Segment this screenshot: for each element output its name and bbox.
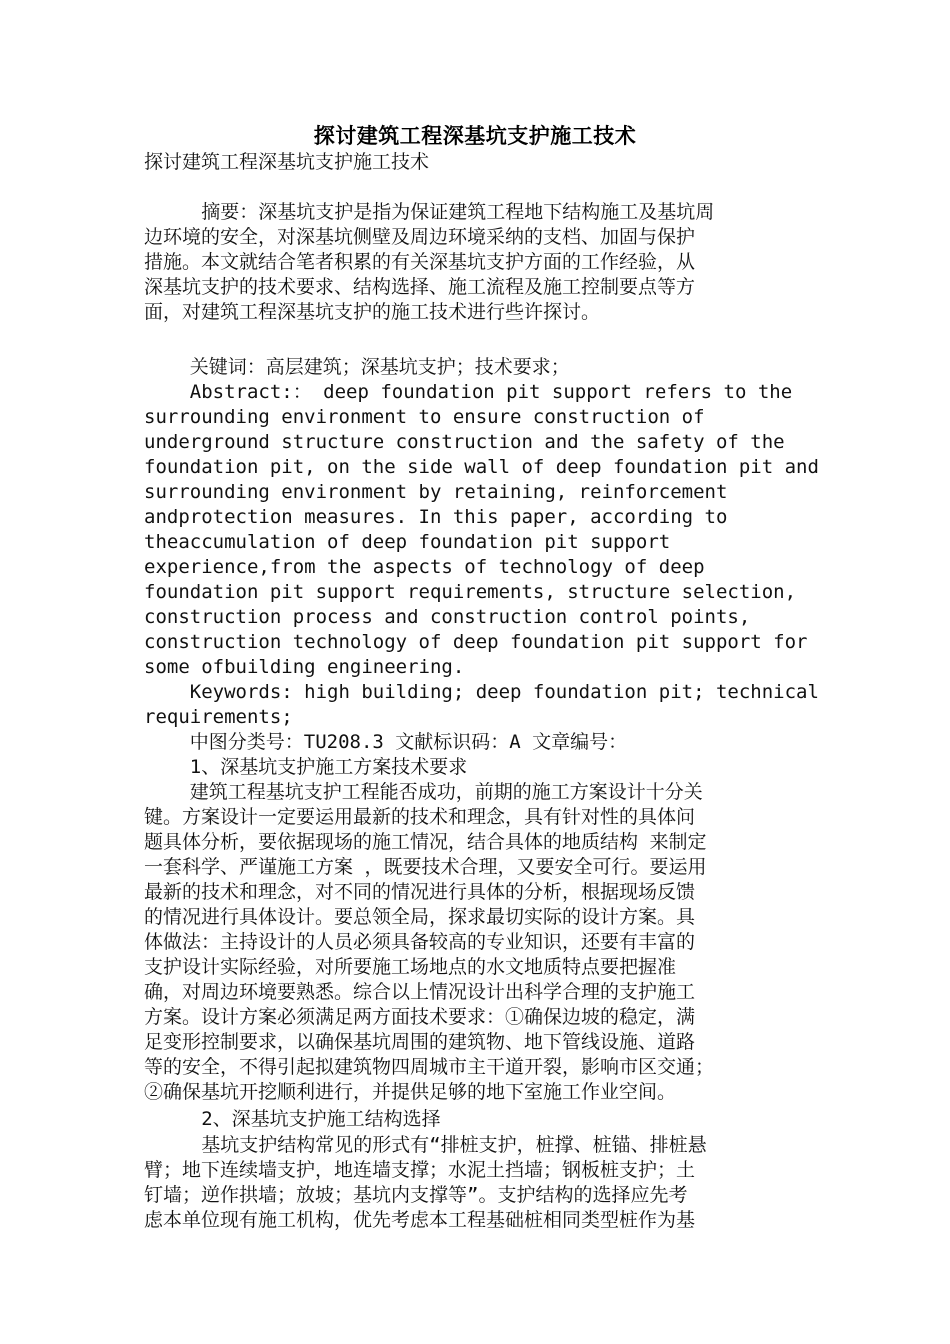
body-line: 面，对建筑工程深基坑支护的施工技术进行些许探讨。 (144, 301, 601, 323)
body-line: experience,from the aspects of technology of deep (144, 556, 705, 578)
body-line: 2、深基坑支护施工结构选择 (144, 1108, 441, 1130)
body-line: 中图分类号：TU208.3 文献标识码：A 文章编号： (144, 731, 628, 753)
body-line: 的情况进行具体设计。要总领全局，探求最切实际的设计方案。具 (144, 906, 696, 928)
body-line: Abstract:： deep foundation pit support refers to the (144, 381, 793, 403)
body-line: 边环境的安全，对深基坑侧壁及周边环境采纳的支档、加固与保护 (144, 226, 696, 248)
body-line: 建筑工程基坑支护工程能否成功，前期的施工方案设计十分关 (144, 781, 703, 803)
body-line: 方案。设计方案必须满足两方面技术要求：①确保边坡的稳定，满 (144, 1006, 696, 1028)
body-line: 一套科学、严谨施工方案 ，既要技术合理，又要安全可行。要运用 (144, 856, 707, 878)
body-line: construction process and construction control points, (144, 606, 751, 628)
body-line: 摘要：深基坑支护是指为保证建筑工程地下结构施工及基坑周 (144, 201, 715, 223)
body-line: ②确保基坑开挖顺利进行，并提供足够的地下室施工作业空间。 (144, 1081, 677, 1103)
body-line: 键。方案设计一定要运用最新的技术和理念，具有针对性的具体问 (144, 806, 696, 828)
body-line: 关键词：高层建筑；深基坑支护；技术要求； (144, 356, 570, 378)
body-line: Keywords: high building; deep foundation pit; technical (144, 681, 819, 703)
body-line: 等的安全，不得引起拟建筑物四周城市主干道开裂，影响市区交通； (144, 1056, 715, 1078)
body-line: 臂；地下连续墙支护，地连墙支撑；水泥土挡墙；钢板桩支护；土 (144, 1159, 696, 1181)
body-line: 措施。本文就结合笔者积累的有关深基坑支护方面的工作经验，从 (144, 251, 696, 273)
body-line: surrounding environment by retaining, reinforcement (144, 481, 728, 503)
body-line: 题具体分析，要依据现场的施工情况，结合具体的地质结构 来制定 (144, 831, 707, 853)
body-line: 深基坑支护的技术要求、结构选择、施工流程及施工控制要点等方 (144, 276, 696, 298)
body-line: 虑本单位现有施工机构，优先考虑本工程基础桩相同类型桩作为基 (144, 1209, 696, 1231)
body-line: 钉墙；逆作拱墙；放坡；基坑内支撑等”。支护结构的选择应先考 (144, 1184, 688, 1206)
body-line: 确，对周边环境要熟悉。综合以上情况设计出科学合理的支护施工 (144, 981, 696, 1003)
body-line: surrounding environment to ensure construction of (144, 406, 705, 428)
body-line: construction technology of deep foundation pit support for (144, 631, 808, 653)
body-line: 探讨建筑工程深基坑支护施工技术 (144, 151, 430, 173)
body-line: 支护设计实际经验，对所要施工场地点的水文地质特点要把握准 (144, 956, 677, 978)
body-line: 最新的技术和理念，对不同的情况进行具体的分析，根据现场反馈 (144, 881, 696, 903)
body-line: foundation pit support requirements, structure selection, (144, 581, 797, 603)
body-line: some ofbuilding engineering. (144, 656, 465, 678)
body-line: 基坑支护结构常见的形式有“排桩支护，桩撑、桩锚、排桩悬 (144, 1134, 707, 1156)
body-line: 1、深基坑支护施工方案技术要求 (144, 756, 468, 778)
body-line: theaccumulation of deep foundation pit support (144, 531, 671, 553)
body-line: underground structure construction and the safety of the (144, 431, 785, 453)
body-line: foundation pit, on the side wall of deep foundation pit and (144, 456, 819, 478)
body-line: requirements; (144, 706, 293, 728)
body-line: andprotection measures. In this paper, according to (144, 506, 728, 528)
body-line: 体做法：主持设计的人员必须具备较高的专业知识，还要有丰富的 (144, 931, 696, 953)
body-line: 足变形控制要求，以确保基坑周围的建筑物、地下管线设施、道路 (144, 1031, 696, 1053)
document-title: 探讨建筑工程深基坑支护施工技术 (313, 123, 637, 148)
